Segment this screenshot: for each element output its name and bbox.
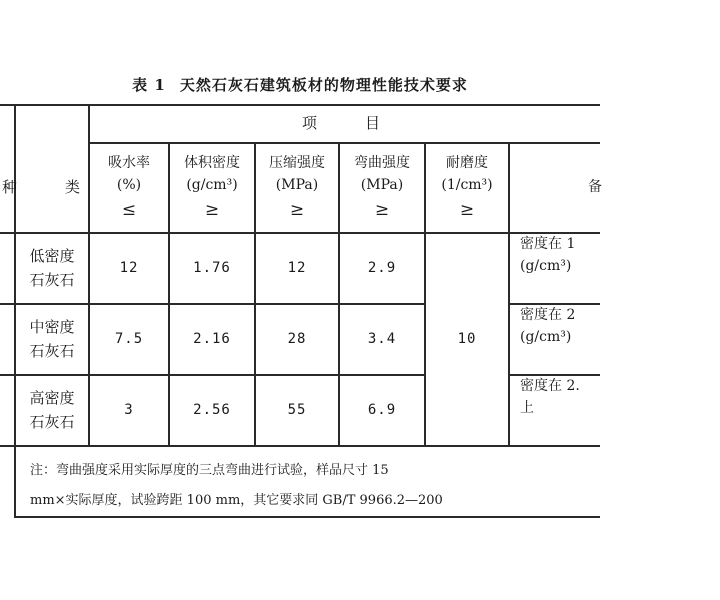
row-high-type <box>16 376 88 445</box>
rule-table-bottom <box>0 445 600 447</box>
header-compressive-req: ≥ <box>289 199 305 220</box>
header-remarks-fragment: 备 <box>588 179 602 196</box>
row-high-type-line2: 石灰石 <box>29 412 75 431</box>
items-heading: 项 目 <box>301 114 386 133</box>
header-flexural-req: ≥ <box>374 199 390 220</box>
header-flexural <box>340 144 424 232</box>
row-low-type-line2: 石灰石 <box>29 270 75 289</box>
header-density-name: 体积密度 <box>184 155 240 172</box>
row-mid-absorption: 7.5 <box>114 330 144 347</box>
footnote-line1: 注：弯曲强度采用实际厚度的三点弯曲进行试验，样品尺寸 15 <box>30 463 389 478</box>
header-abrasion-name: 耐磨度 <box>446 155 488 172</box>
row-low-remarks <box>510 234 600 303</box>
header-density-req: ≥ <box>204 199 220 220</box>
row-low-type-line1: 低密度 <box>29 247 75 266</box>
header-compressive-unit: (MPa) <box>275 176 319 193</box>
footnote-line2: mm×实际厚度，试验跨距 100 mm，其它要求同 GB/T 9966.2—200 <box>30 493 443 508</box>
row-mid-type-line2: 石灰石 <box>29 341 75 360</box>
row-low-compressive: 12 <box>287 259 307 276</box>
header-compressive-name: 压缩强度 <box>269 155 325 172</box>
row-low-remarks-line2: (g/cm³) <box>520 257 572 274</box>
header-absorption <box>90 144 168 232</box>
row-mid-density: 2.16 <box>193 330 231 347</box>
header-flexural-name: 弯曲强度 <box>354 155 410 172</box>
header-abrasion <box>426 144 508 232</box>
row-mid-compressive: 28 <box>287 330 307 347</box>
row-high-remarks-line1: 密度在 2. <box>520 378 580 394</box>
row-mid-type <box>16 305 88 374</box>
row-low-absorption: 12 <box>119 259 139 276</box>
row-low-remarks-line1: 密度在 1 <box>520 236 576 252</box>
abrasion-merged-value: 10 <box>457 330 477 347</box>
header-abrasion-unit: (1/cm³) <box>441 176 493 193</box>
row-low-density: 1.76 <box>193 259 231 276</box>
row-mid-type-line1: 中密度 <box>29 318 75 337</box>
header-flexural-unit: (MPa) <box>360 176 404 193</box>
row-low-flexural: 2.9 <box>367 259 397 276</box>
row-high-compressive: 55 <box>287 401 307 418</box>
table-number: 表 1 <box>132 76 166 94</box>
category-header: 种 类 <box>1 178 86 197</box>
row-high-absorption: 3 <box>124 401 134 418</box>
row-high-type-line1: 高密度 <box>29 389 75 408</box>
table-title <box>0 74 600 95</box>
row-mid-remarks-line1: 密度在 2 <box>520 307 576 323</box>
row-high-density: 2.56 <box>193 401 231 418</box>
header-density <box>170 144 254 232</box>
row-mid-remarks-line2: (g/cm³) <box>520 328 572 345</box>
row-mid-remarks <box>510 305 600 374</box>
header-abrasion-req: ≥ <box>459 199 475 220</box>
header-absorption-name: 吸水率 <box>108 155 150 172</box>
row-low-type <box>16 234 88 303</box>
row-high-flexural: 6.9 <box>367 401 397 418</box>
rule-page-bottom <box>14 516 600 518</box>
row-high-remarks-line2: 上 <box>520 399 534 416</box>
row-high-remarks <box>510 376 600 445</box>
header-density-unit: (g/cm³) <box>186 176 238 193</box>
header-absorption-unit: (%) <box>116 176 142 193</box>
footnote <box>0 448 600 514</box>
row-mid-flexural: 3.4 <box>367 330 397 347</box>
header-compressive <box>256 144 338 232</box>
table-title-text: 天然石灰石建筑板材的物理性能技术要求 <box>179 76 468 94</box>
header-absorption-req: ≤ <box>121 199 137 220</box>
